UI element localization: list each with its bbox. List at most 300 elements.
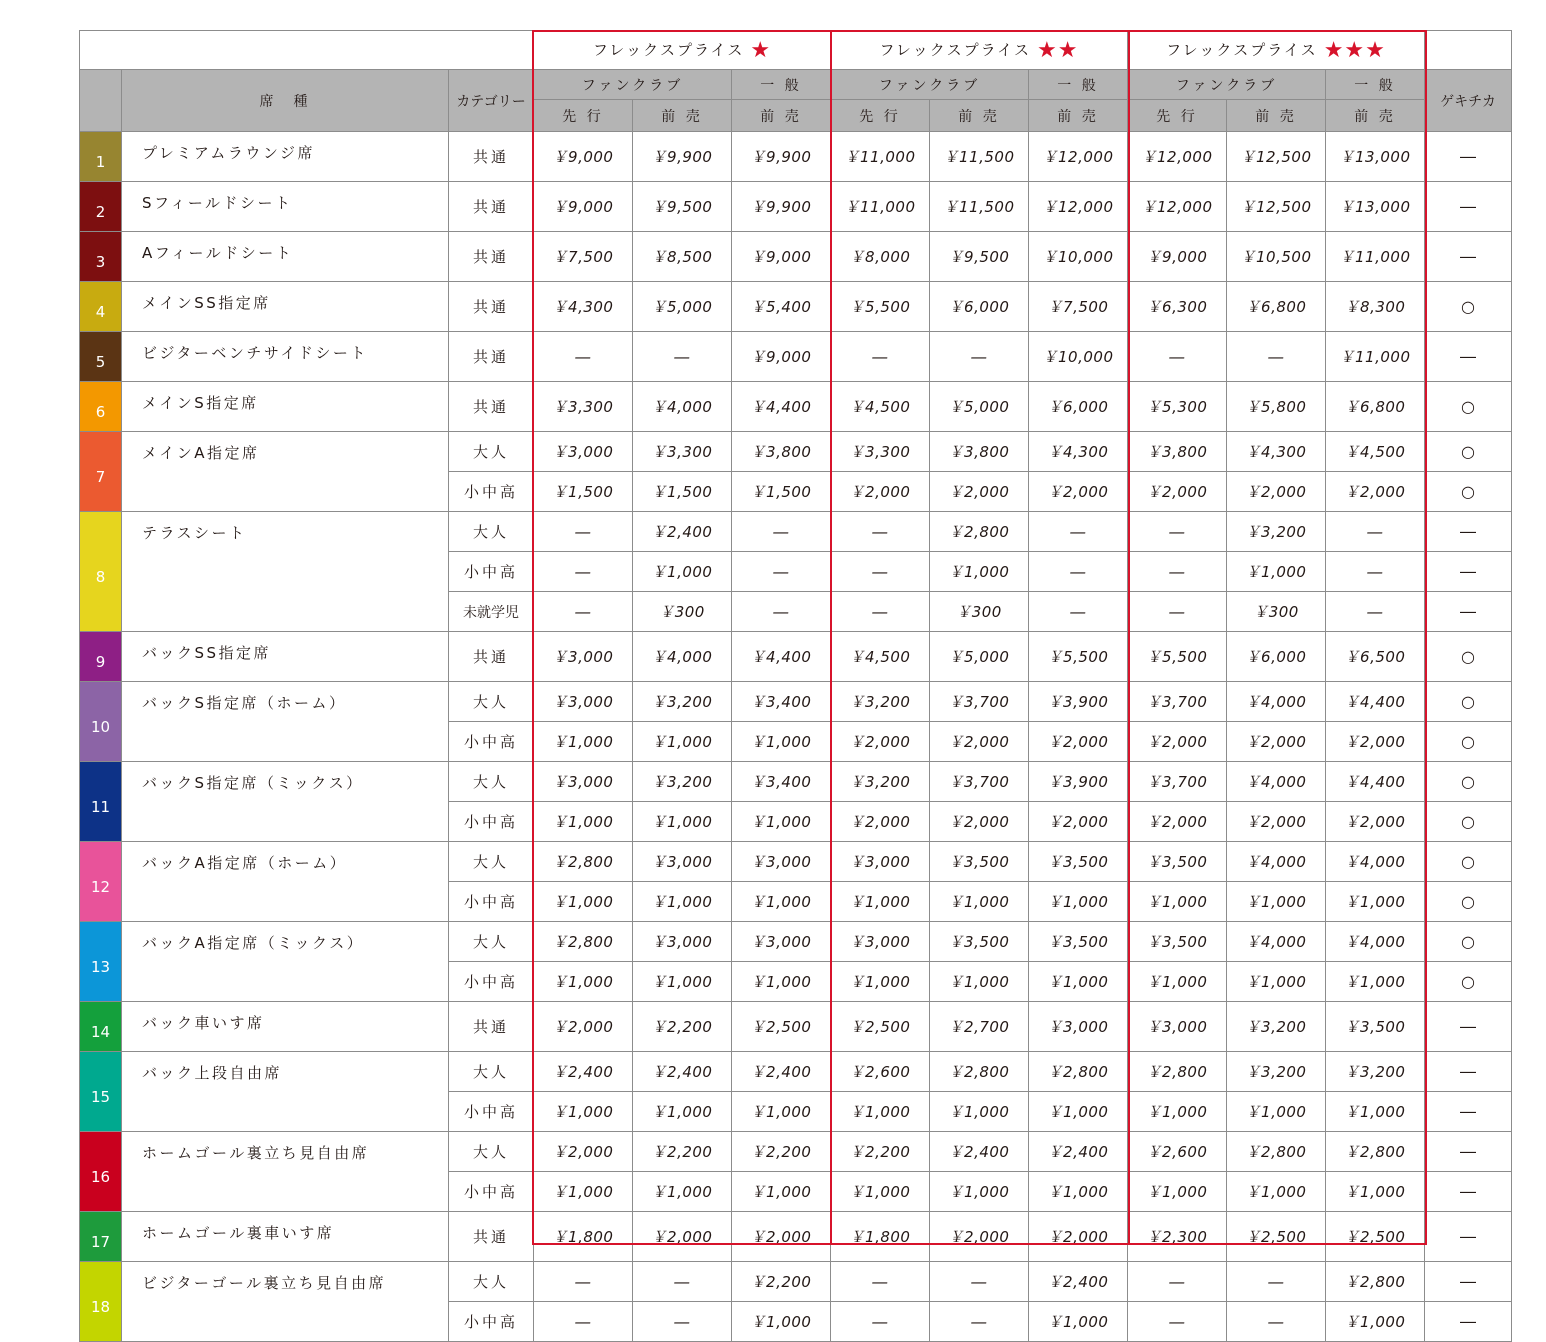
price-cell: ￥1,000: [1326, 1172, 1425, 1212]
price-cell: ￥2,000: [1326, 472, 1425, 512]
price-cell: ￥1,000: [831, 1172, 930, 1212]
seat-number-badge: 6: [80, 382, 122, 432]
price-cell: ￥5,000: [930, 382, 1029, 432]
price-cell: ￥3,000: [633, 842, 732, 882]
price-cell: ￥3,300: [633, 432, 732, 472]
price-cell: ￥7,500: [534, 232, 633, 282]
price-cell: ￥4,300: [1029, 432, 1128, 472]
price-cell: ￥5,400: [732, 282, 831, 332]
category-cell: 大人: [449, 1052, 534, 1092]
category-cell: 共通: [449, 332, 534, 382]
star-icon: ★★★: [1323, 37, 1386, 63]
tier-2-fanclub-header: ファンクラブ: [831, 70, 1029, 100]
seat-type-name: ビジターゴール裏立ち見自由席: [122, 1262, 449, 1342]
seat-type-name: テラスシート: [122, 512, 449, 632]
gekichika-cell: ○: [1425, 282, 1512, 332]
table-row: [80, 132, 1512, 182]
seat-type-name: バックA指定席（ミックス）: [122, 922, 449, 1002]
seat-type-name: Aフィールドシート: [122, 232, 449, 282]
price-cell: ￥1,000: [1029, 1302, 1128, 1342]
price-cell: ―: [930, 1262, 1029, 1302]
tier-2-general-presale-header: 前 売: [1029, 100, 1128, 132]
seat-number-badge: 2: [80, 182, 122, 232]
price-cell: ―: [1128, 332, 1227, 382]
price-cell: ￥1,000: [930, 882, 1029, 922]
price-cell: ￥9,900: [732, 132, 831, 182]
gekichika-cell: ―: [1425, 1002, 1512, 1052]
price-cell: ―: [1029, 552, 1128, 592]
price-cell: ￥1,000: [534, 802, 633, 842]
gekichika-cell: ○: [1425, 432, 1512, 472]
price-cell: ―: [534, 1302, 633, 1342]
price-cell: ￥1,000: [633, 802, 732, 842]
price-cell: ￥1,000: [1326, 882, 1425, 922]
category-cell: 小中高: [449, 1092, 534, 1132]
header-row-1: [80, 70, 1512, 100]
price-cell: ￥5,000: [930, 632, 1029, 682]
price-cell: ￥2,000: [534, 1132, 633, 1172]
price-cell: ￥2,600: [1128, 1132, 1227, 1172]
category-cell: 共通: [449, 182, 534, 232]
price-cell: ￥3,200: [1227, 1002, 1326, 1052]
seat-type-header: 席 種: [122, 70, 449, 132]
category-cell: 大人: [449, 1262, 534, 1302]
price-cell: ￥2,000: [1227, 802, 1326, 842]
seat-type-name: メインS指定席: [122, 382, 449, 432]
gekichika-cell: ―: [1425, 1172, 1512, 1212]
price-cell: ―: [732, 592, 831, 632]
price-cell: ―: [1128, 552, 1227, 592]
blank-corner: [80, 31, 534, 70]
price-cell: ￥3,000: [732, 842, 831, 882]
gekichika-cell: ―: [1425, 592, 1512, 632]
gekichika-cell: ―: [1425, 1262, 1512, 1302]
seat-number-badge: 4: [80, 282, 122, 332]
price-cell: ―: [534, 1262, 633, 1302]
star-icon: ★: [750, 37, 772, 63]
price-cell: ￥12,500: [1227, 182, 1326, 232]
table-row: [80, 922, 1512, 962]
category-cell: 共通: [449, 282, 534, 332]
price-cell: ￥3,000: [1029, 1002, 1128, 1052]
price-cell: ￥4,000: [1227, 762, 1326, 802]
price-cell: ￥8,300: [1326, 282, 1425, 332]
price-cell: ￥2,800: [930, 512, 1029, 552]
table-row: [80, 762, 1512, 802]
price-cell: ￥3,200: [831, 762, 930, 802]
tier-3-fanclub-header: ファンクラブ: [1128, 70, 1326, 100]
tier-1-advance-header: 先 行: [534, 100, 633, 132]
star-icon: ★★: [1037, 37, 1079, 63]
category-cell: 大人: [449, 682, 534, 722]
price-cell: ￥3,300: [831, 432, 930, 472]
price-cell: ￥1,800: [831, 1212, 930, 1262]
price-cell: ―: [831, 592, 930, 632]
price-cell: ￥3,500: [1029, 842, 1128, 882]
price-cell: ￥300: [930, 592, 1029, 632]
price-cell: ￥1,000: [732, 1172, 831, 1212]
price-cell: ￥2,400: [732, 1052, 831, 1092]
tier-2-general-header: 一 般: [1029, 70, 1128, 100]
price-cell: ￥1,000: [534, 1172, 633, 1212]
price-cell: ￥1,000: [732, 802, 831, 842]
price-cell: ￥2,800: [1326, 1262, 1425, 1302]
tier-3-presale-header: 前 売: [1227, 100, 1326, 132]
price-cell: ￥2,200: [633, 1002, 732, 1052]
price-cell: ―: [1128, 1262, 1227, 1302]
price-cell: ￥1,000: [633, 1172, 732, 1212]
price-cell: ―: [1227, 1262, 1326, 1302]
price-cell: ―: [930, 1302, 1029, 1342]
price-cell: ￥1,500: [732, 472, 831, 512]
seat-type-name: ビジターベンチサイドシート: [122, 332, 449, 382]
price-cell: ―: [1326, 512, 1425, 552]
tier-3-general-header: 一 般: [1326, 70, 1425, 100]
price-cell: ￥6,800: [1326, 382, 1425, 432]
price-cell: ―: [534, 332, 633, 382]
price-cell: ￥2,400: [534, 1052, 633, 1092]
price-cell: ￥2,000: [732, 1212, 831, 1262]
category-cell: 小中高: [449, 1302, 534, 1342]
price-cell: ￥1,000: [732, 882, 831, 922]
price-cell: ￥2,400: [633, 1052, 732, 1092]
price-cell: ￥1,000: [1029, 962, 1128, 1002]
tier-3-header: フレックスプライス ★★★: [1128, 31, 1425, 70]
price-cell: ￥5,500: [831, 282, 930, 332]
seat-number-badge: 15: [80, 1052, 122, 1132]
price-cell: ￥3,700: [1128, 682, 1227, 722]
price-cell: ―: [633, 1262, 732, 1302]
price-cell: ￥2,200: [732, 1262, 831, 1302]
price-cell: ￥9,000: [534, 182, 633, 232]
price-cell: ￥3,500: [1128, 842, 1227, 882]
gekichika-cell: ―: [1425, 1052, 1512, 1092]
price-cell: ￥12,500: [1227, 132, 1326, 182]
category-cell: 共通: [449, 232, 534, 282]
table-row: [80, 1212, 1512, 1262]
price-cell: ￥3,000: [534, 432, 633, 472]
price-cell: ―: [1326, 592, 1425, 632]
price-cell: ￥3,700: [930, 682, 1029, 722]
price-cell: ￥2,200: [633, 1132, 732, 1172]
category-cell: 共通: [449, 132, 534, 182]
seat-number-badge: 1: [80, 132, 122, 182]
table-row: [80, 332, 1512, 382]
seat-number-badge: 9: [80, 632, 122, 682]
price-cell: ￥3,300: [534, 382, 633, 432]
price-cell: ￥3,200: [831, 682, 930, 722]
price-cell: ￥3,000: [831, 842, 930, 882]
table-row: [80, 182, 1512, 232]
price-cell: ￥2,400: [633, 512, 732, 552]
tier-3-general-presale-header: 前 売: [1326, 100, 1425, 132]
price-cell: ￥6,000: [1227, 632, 1326, 682]
price-cell: ￥1,000: [633, 722, 732, 762]
price-cell: ￥4,000: [1326, 922, 1425, 962]
seat-type-name: バックA指定席（ホーム）: [122, 842, 449, 922]
price-cell: ￥2,400: [1029, 1132, 1128, 1172]
price-cell: ￥1,000: [633, 882, 732, 922]
price-cell: ￥1,000: [1227, 882, 1326, 922]
category-cell: 共通: [449, 632, 534, 682]
price-cell: ￥4,300: [1227, 432, 1326, 472]
table-row: [80, 512, 1512, 552]
price-cell: ￥3,400: [732, 762, 831, 802]
price-cell: ―: [732, 552, 831, 592]
price-cell: ￥11,000: [1326, 332, 1425, 382]
price-cell: ￥1,000: [1227, 1092, 1326, 1132]
price-cell: ￥9,900: [732, 182, 831, 232]
category-cell: 共通: [449, 1212, 534, 1262]
table-row: [80, 1262, 1512, 1302]
category-cell: 小中高: [449, 802, 534, 842]
gekichika-cell: ○: [1425, 882, 1512, 922]
price-cell: ￥1,000: [930, 962, 1029, 1002]
price-cell: ―: [831, 512, 930, 552]
price-cell: ￥1,500: [633, 472, 732, 512]
price-cell: ￥1,000: [534, 722, 633, 762]
price-cell: ￥2,000: [831, 802, 930, 842]
price-cell: ￥2,600: [831, 1052, 930, 1092]
price-cell: ￥2,400: [1029, 1262, 1128, 1302]
price-cell: ￥2,700: [930, 1002, 1029, 1052]
price-cell: ￥3,500: [1128, 922, 1227, 962]
price-cell: ￥3,000: [633, 922, 732, 962]
category-header: カテゴリー: [449, 70, 534, 132]
price-cell: ￥11,000: [831, 132, 930, 182]
price-cell: ￥1,000: [930, 552, 1029, 592]
gekichika-cell: ―: [1425, 182, 1512, 232]
price-cell: ￥1,000: [1326, 1092, 1425, 1132]
gekichika-cell: ―: [1425, 1302, 1512, 1342]
price-cell: ￥3,000: [534, 762, 633, 802]
price-cell: ￥10,000: [1029, 332, 1128, 382]
price-cell: ￥3,200: [633, 762, 732, 802]
price-cell: ￥2,800: [534, 922, 633, 962]
price-cell: ￥3,500: [930, 922, 1029, 962]
price-cell: ￥3,000: [534, 682, 633, 722]
seat-type-name: プレミアムラウンジ席: [122, 132, 449, 182]
price-cell: ￥2,000: [930, 722, 1029, 762]
price-cell: ￥1,000: [732, 1092, 831, 1132]
price-cell: ￥4,000: [1326, 842, 1425, 882]
price-cell: ￥13,000: [1326, 132, 1425, 182]
tier-1-general-presale-header: 前 売: [732, 100, 831, 132]
category-cell: 大人: [449, 432, 534, 472]
price-cell: ―: [1227, 332, 1326, 382]
price-cell: ￥9,000: [732, 332, 831, 382]
price-cell: ￥1,000: [732, 1302, 831, 1342]
seat-number-badge: 16: [80, 1132, 122, 1212]
price-cell: ￥11,500: [930, 132, 1029, 182]
tier-2-advance-header: 先 行: [831, 100, 930, 132]
price-cell: ￥3,500: [930, 842, 1029, 882]
price-cell: ￥4,500: [1326, 432, 1425, 472]
price-cell: ￥1,800: [534, 1212, 633, 1262]
price-cell: ￥2,800: [930, 1052, 1029, 1092]
price-cell: ￥2,800: [1326, 1132, 1425, 1172]
table-row: [80, 1132, 1512, 1172]
price-cell: ￥2,000: [1128, 802, 1227, 842]
price-cell: ￥9,500: [633, 182, 732, 232]
table-row: [80, 1052, 1512, 1092]
price-cell: ￥8,500: [633, 232, 732, 282]
price-cell: ￥6,800: [1227, 282, 1326, 332]
price-cell: ￥1,000: [1326, 962, 1425, 1002]
category-cell: 大人: [449, 1132, 534, 1172]
price-cell: ￥3,800: [732, 432, 831, 472]
seat-number-badge: 5: [80, 332, 122, 382]
price-cell: ￥2,500: [831, 1002, 930, 1052]
price-cell: ￥4,400: [1326, 682, 1425, 722]
price-cell: ￥3,000: [1128, 1002, 1227, 1052]
price-cell: ￥2,800: [1128, 1052, 1227, 1092]
table-row: [80, 632, 1512, 682]
tier-1-presale-header: 前 売: [633, 100, 732, 132]
price-cell: ―: [831, 1302, 930, 1342]
gekichika-cell: ○: [1425, 722, 1512, 762]
price-cell: ￥1,000: [831, 1092, 930, 1132]
price-cell: ￥2,300: [1128, 1212, 1227, 1262]
price-cell: ￥1,000: [732, 722, 831, 762]
price-cell: ￥6,000: [930, 282, 1029, 332]
price-cell: ￥4,400: [1326, 762, 1425, 802]
price-cell: ￥1,000: [534, 882, 633, 922]
seat-number-badge: 18: [80, 1262, 122, 1342]
price-cell: ￥1,000: [831, 882, 930, 922]
price-cell: ￥2,000: [1029, 802, 1128, 842]
price-cell: ―: [732, 512, 831, 552]
price-cell: ￥2,500: [1326, 1212, 1425, 1262]
price-cell: ―: [831, 332, 930, 382]
price-cell: ￥2,200: [831, 1132, 930, 1172]
price-cell: ￥1,000: [732, 962, 831, 1002]
price-cell: ￥6,300: [1128, 282, 1227, 332]
price-cell: ―: [1128, 1302, 1227, 1342]
category-cell: 小中高: [449, 472, 534, 512]
gekichika-cell: ○: [1425, 382, 1512, 432]
price-cell: ￥1,000: [1227, 1172, 1326, 1212]
price-cell: ￥1,000: [1128, 1172, 1227, 1212]
seat-type-name: バック車いす席: [122, 1002, 449, 1052]
price-cell: ―: [1326, 552, 1425, 592]
table-row: [80, 282, 1512, 332]
price-cell: ￥1,000: [1227, 962, 1326, 1002]
table-row: [80, 682, 1512, 722]
price-cell: ￥1,000: [831, 962, 930, 1002]
price-cell: ￥2,000: [1227, 472, 1326, 512]
seat-number-badge: 3: [80, 232, 122, 282]
price-cell: ￥3,200: [633, 682, 732, 722]
price-cell: ￥2,800: [534, 842, 633, 882]
price-cell: ￥10,000: [1029, 232, 1128, 282]
price-cell: ￥4,000: [633, 382, 732, 432]
gekichika-cell: ○: [1425, 962, 1512, 1002]
gekichika-cell: ―: [1425, 552, 1512, 592]
category-cell: 大人: [449, 512, 534, 552]
price-cell: ￥1,000: [534, 1092, 633, 1132]
price-cell: ―: [1128, 512, 1227, 552]
price-cell: ―: [1029, 592, 1128, 632]
price-cell: ￥1,000: [1128, 1092, 1227, 1132]
gekichika-cell: ―: [1425, 512, 1512, 552]
price-cell: ￥2,000: [930, 802, 1029, 842]
category-cell: 小中高: [449, 962, 534, 1002]
category-cell: 小中高: [449, 722, 534, 762]
price-cell: ￥4,500: [831, 382, 930, 432]
price-cell: ￥1,000: [1029, 882, 1128, 922]
ticket-price-table: [79, 30, 1512, 1342]
price-cell: ￥2,200: [732, 1132, 831, 1172]
seat-number-badge: 13: [80, 922, 122, 1002]
gekichika-cell: ○: [1425, 632, 1512, 682]
price-cell: ￥13,000: [1326, 182, 1425, 232]
price-cell: ￥1,000: [1029, 1092, 1128, 1132]
category-cell: 大人: [449, 842, 534, 882]
price-cell: ￥4,000: [1227, 682, 1326, 722]
tier-1-general-header: 一 般: [732, 70, 831, 100]
price-cell: ―: [831, 1262, 930, 1302]
category-cell: 大人: [449, 922, 534, 962]
price-cell: ￥2,000: [534, 1002, 633, 1052]
price-cell: ￥4,000: [633, 632, 732, 682]
price-cell: ￥9,000: [732, 232, 831, 282]
price-cell: ￥12,000: [1029, 182, 1128, 232]
seat-type-name: バックSS指定席: [122, 632, 449, 682]
table-row: [80, 382, 1512, 432]
price-cell: ―: [1029, 512, 1128, 552]
price-cell: ￥9,000: [534, 132, 633, 182]
price-cell: ￥11,500: [930, 182, 1029, 232]
price-cell: ―: [534, 592, 633, 632]
price-cell: ￥4,400: [732, 382, 831, 432]
price-cell: ￥3,200: [1227, 512, 1326, 552]
seat-type-name: バックS指定席（ミックス）: [122, 762, 449, 842]
blank-corner-right: [1425, 31, 1512, 70]
price-cell: ￥300: [1227, 592, 1326, 632]
seat-type-name: メインA指定席: [122, 432, 449, 512]
price-cell: ￥9,900: [633, 132, 732, 182]
price-cell: ―: [1227, 1302, 1326, 1342]
price-cell: ￥3,700: [930, 762, 1029, 802]
gekichika-cell: ―: [1425, 1092, 1512, 1132]
price-cell: ￥2,000: [831, 472, 930, 512]
price-cell: ￥1,000: [930, 1092, 1029, 1132]
gekichika-cell: ○: [1425, 842, 1512, 882]
seat-number-badge: 8: [80, 512, 122, 632]
price-cell: ￥3,400: [732, 682, 831, 722]
tier-3-advance-header: 先 行: [1128, 100, 1227, 132]
gekichika-cell: ○: [1425, 682, 1512, 722]
gekichika-cell: ○: [1425, 922, 1512, 962]
seat-number-badge: 12: [80, 842, 122, 922]
seat-type-name: メインSS指定席: [122, 282, 449, 332]
price-cell: ￥1,000: [633, 962, 732, 1002]
price-cell: ￥3,000: [831, 922, 930, 962]
gekichika-cell: ―: [1425, 332, 1512, 382]
price-cell: ￥2,000: [1029, 722, 1128, 762]
price-cell: ￥1,000: [633, 552, 732, 592]
price-cell: ￥1,000: [930, 1172, 1029, 1212]
price-cell: ￥1,000: [534, 962, 633, 1002]
price-cell: ￥7,500: [1029, 282, 1128, 332]
category-cell: 小中高: [449, 552, 534, 592]
price-cell: ￥1,000: [1128, 962, 1227, 1002]
price-cell: ￥4,400: [732, 632, 831, 682]
seat-type-name: ホームゴール裏立ち見自由席: [122, 1132, 449, 1212]
price-cell: ￥8,000: [831, 232, 930, 282]
price-cell: ￥300: [633, 592, 732, 632]
